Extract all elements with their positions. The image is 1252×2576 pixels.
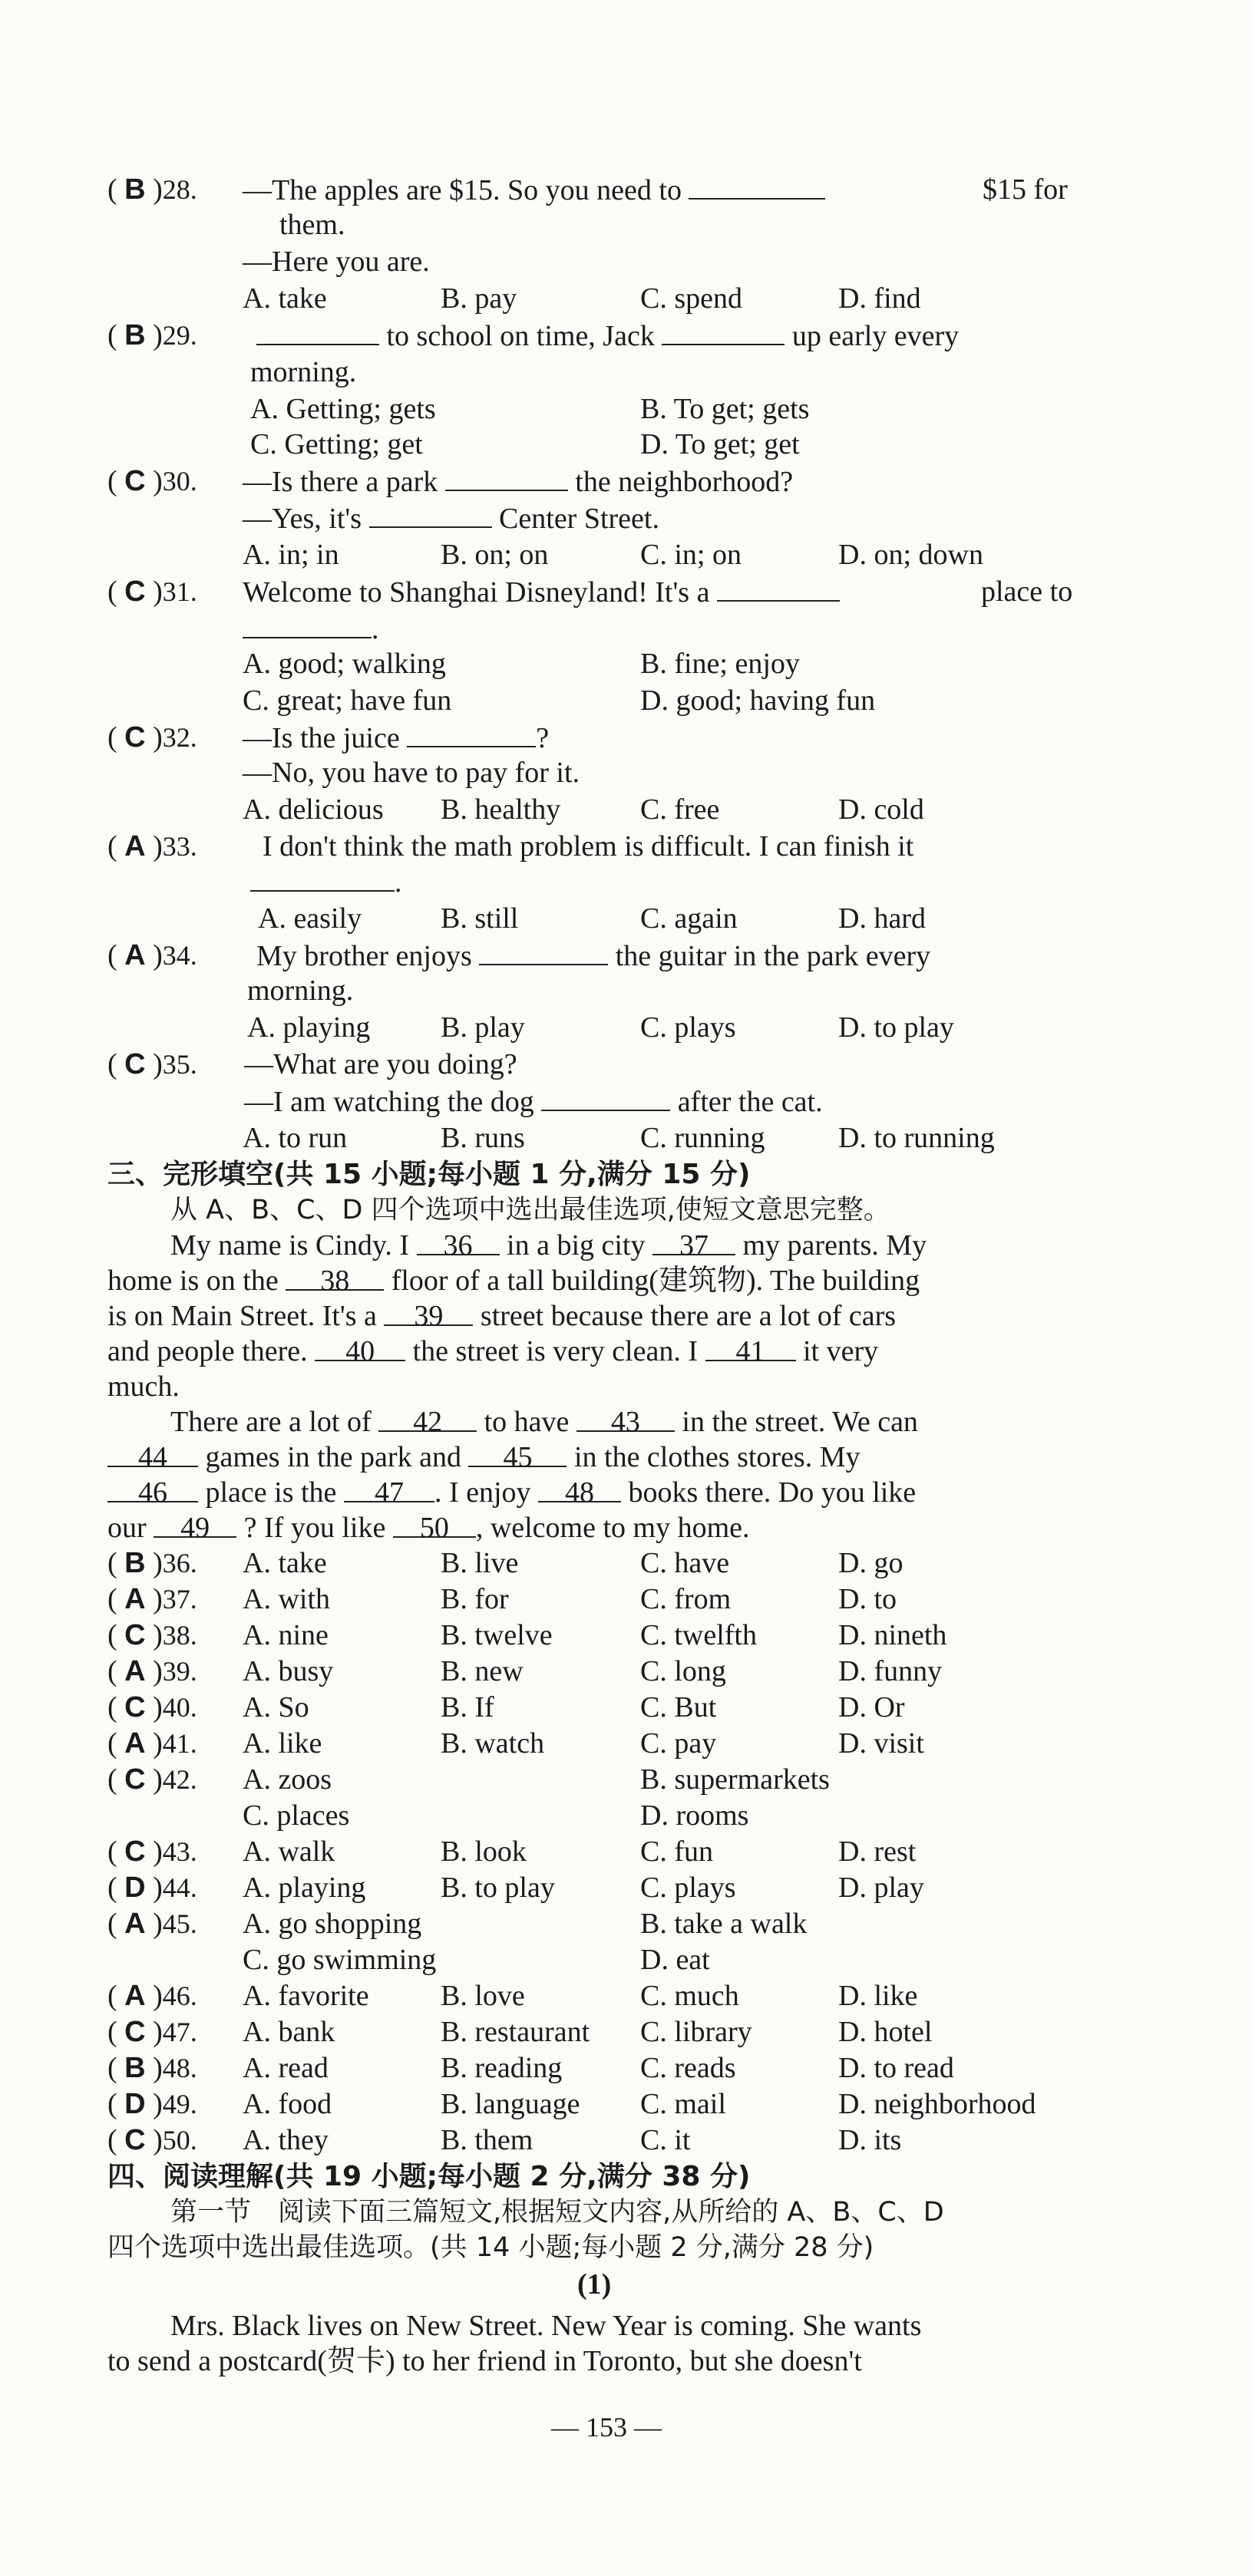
q29-line1 <box>256 318 959 354</box>
page-number: — 153 — <box>551 2412 662 2442</box>
option-d: D. to play <box>838 1011 954 1044</box>
blank-number: 45 <box>468 1440 567 1467</box>
text: it very <box>803 1335 879 1367</box>
option-d: D. hard <box>838 902 926 935</box>
question-number: 40. <box>162 1692 197 1723</box>
question-32: ( C )32. <box>107 721 197 754</box>
answer-blank <box>541 1084 670 1111</box>
option-a: A. easily <box>258 902 362 935</box>
text: There are a lot of <box>170 1406 372 1438</box>
answer-blank <box>250 864 395 892</box>
question-number: 30. <box>162 466 197 496</box>
question-number: 33. <box>162 831 197 862</box>
text: My name is Cindy. I <box>170 1229 410 1262</box>
option-c: C. twelfth <box>640 1619 757 1651</box>
answer-mark: B <box>124 173 146 206</box>
cloze-question-42: ( C )42. <box>107 1763 197 1796</box>
question-number: 38. <box>162 1620 197 1651</box>
cloze-p2-line3 <box>107 1475 916 1510</box>
section-instruction: 从 A、B、C、D 四个选项中选出最佳选项,使短文意思完整。 <box>170 1195 890 1225</box>
option-b: B. them <box>441 2124 534 2156</box>
question-number: 36. <box>162 1548 197 1578</box>
text: . <box>395 866 402 899</box>
answer-mark: A <box>124 939 146 971</box>
q28-line1 <box>243 172 825 208</box>
passage-text: Mrs. Black lives on New Street. New Year is coming. She wants <box>170 2310 922 2342</box>
q30-line1 <box>243 463 793 500</box>
answer-blank <box>479 938 608 965</box>
text: the neighborhood? <box>575 466 794 498</box>
text: in the clothes stores. My <box>573 1441 861 1473</box>
option-b: B. play <box>441 1011 525 1044</box>
section-instruction: 四个选项中选出最佳选项。(共 14 小题;每小题 2 分,满分 28 分) <box>107 2232 874 2263</box>
blank-number: 46 <box>107 1475 198 1502</box>
blank-number: 49 <box>154 1510 236 1538</box>
blank-number: 40 <box>315 1334 405 1361</box>
option-c: C. fun <box>640 1836 713 1868</box>
option-a: A. they <box>243 2124 329 2156</box>
answer-mark: C <box>124 1691 146 1723</box>
answer-mark: D <box>124 1872 146 1904</box>
question-number: 28. <box>162 174 197 205</box>
option-a: A. nine <box>243 1619 329 1651</box>
cloze-question-36: ( B )36. <box>107 1547 197 1579</box>
text: to have <box>484 1406 570 1438</box>
answer-blank <box>662 318 785 345</box>
option-b: B. love <box>441 1980 525 2012</box>
option-c: C. go swimming <box>243 1944 437 1976</box>
q31-line2 <box>243 611 379 647</box>
option-c: C. spend <box>640 282 742 315</box>
answer-mark: A <box>124 1727 146 1760</box>
option-d: D. neighborhood <box>838 2088 1036 2120</box>
text: up early every <box>791 320 960 352</box>
answer-blank <box>445 463 568 491</box>
section-instruction: 第一节 阅读下面三篇短文,根据短文内容,从所给的 A、B、C、D <box>170 2197 944 2228</box>
option-b: B. If <box>441 1691 494 1723</box>
option-d: D. like <box>838 1980 918 2012</box>
cloze-question-40: ( C )40. <box>107 1691 197 1723</box>
text: I don't think the math problem is difficult. I can finish it <box>263 830 914 863</box>
option-a: A. walk <box>243 1836 335 1868</box>
option-d: D. to running <box>838 1122 995 1154</box>
question-31: ( C )31. <box>107 576 197 608</box>
option-c: C. library <box>640 2016 752 2048</box>
question-number: 29. <box>162 320 197 351</box>
answer-mark: D <box>124 2088 146 2120</box>
question-number: 39. <box>162 1656 197 1687</box>
cloze-question-47: ( C )47. <box>107 2016 197 2048</box>
text: —Yes, it's <box>243 503 362 535</box>
option-b: B. restaurant <box>441 2016 590 2048</box>
text: $15 for <box>983 173 1068 206</box>
text: . I enjoy <box>434 1476 531 1509</box>
cloze-question-48: ( B )48. <box>107 2052 197 2084</box>
option-d: D. find <box>838 282 921 315</box>
blank-number: 48 <box>538 1475 621 1502</box>
option-d: D. rest <box>838 1836 917 1868</box>
answer-mark: B <box>124 2052 146 2084</box>
option-a: A. playing <box>243 1872 366 1904</box>
option-a: A. to run <box>243 1122 348 1154</box>
text: books there. Do you like <box>628 1476 917 1509</box>
option-d: D. hotel <box>838 2016 933 2048</box>
text: my parents. My <box>742 1229 927 1262</box>
answer-mark: B <box>124 1547 146 1579</box>
text: —The apples are $15. So you need to <box>243 174 682 206</box>
option-b: B. runs <box>441 1122 525 1154</box>
text: , welcome to my home. <box>475 1512 750 1544</box>
option-c: C. plays <box>640 1872 736 1904</box>
section-heading: 三、完形填空(共 15 小题;每小题 1 分,满分 15 分) <box>107 1159 751 1190</box>
text: the guitar in the park every <box>615 940 931 972</box>
answer-mark: C <box>124 1048 146 1080</box>
cloze-question-50: ( C )50. <box>107 2124 197 2156</box>
option-c: C. places <box>243 1799 350 1832</box>
option-b: B. still <box>441 902 519 935</box>
question-34: ( A )34. <box>107 939 197 971</box>
answer-mark: C <box>124 465 146 497</box>
option-c: C. pay <box>640 1727 717 1760</box>
option-b: B. on; on <box>441 539 549 571</box>
text: place to <box>981 576 1073 608</box>
text: and people there. <box>107 1335 308 1367</box>
q30-line2 <box>243 500 659 536</box>
option-b: B. look <box>441 1836 527 1868</box>
question-29: ( B )29. <box>107 319 197 351</box>
answer-blank <box>689 172 825 200</box>
answer-mark: A <box>124 830 146 863</box>
option-a: A. bank <box>243 2016 335 2048</box>
cloze-p1-line1 <box>170 1228 927 1263</box>
option-b: B. healthy <box>441 793 561 826</box>
answer-mark: C <box>124 2016 146 2048</box>
cloze-p1-line4 <box>107 1334 878 1369</box>
option-c: C. it <box>640 2124 691 2156</box>
option-a: A. read <box>243 2052 329 2084</box>
passage-text: to send a postcard(贺卡) to her friend in Toronto, but she doesn't <box>107 2345 862 2377</box>
answer-blank <box>369 500 492 528</box>
question-number: 48. <box>162 2053 197 2083</box>
question-number: 46. <box>162 1981 197 2011</box>
option-d: D. on; down <box>838 539 983 571</box>
option-c: C. running <box>640 1122 765 1154</box>
option-c: C. But <box>640 1691 717 1723</box>
answer-mark: C <box>124 1836 146 1868</box>
option-b: B. To get; gets <box>640 393 810 425</box>
question-33: ( A )33. <box>107 830 197 863</box>
text: in the street. We can <box>682 1406 918 1438</box>
answer-mark: C <box>124 721 146 754</box>
question-number: 32. <box>162 722 197 753</box>
cloze-question-38: ( C )38. <box>107 1619 197 1651</box>
option-c: C. reads <box>640 2052 736 2084</box>
text: Welcome to Shanghai Disneyland! It's a <box>243 576 710 609</box>
option-a: A. go shopping <box>243 1908 422 1940</box>
question-number: 31. <box>162 576 197 607</box>
question-number: 35. <box>162 1049 197 1080</box>
option-a: A. playing <box>247 1011 371 1044</box>
answer-blank <box>243 611 372 638</box>
text: morning. <box>247 975 354 1007</box>
question-35: ( C )35. <box>107 1048 197 1080</box>
text: . <box>372 613 379 645</box>
text: ? If you like <box>243 1512 386 1544</box>
cloze-question-45: ( A )45. <box>107 1908 197 1940</box>
question-number: 50. <box>162 2125 197 2155</box>
blank-number: 44 <box>107 1440 198 1467</box>
text: morning. <box>250 356 357 388</box>
answer-mark: A <box>124 1980 146 2012</box>
option-c: C. again <box>640 902 738 935</box>
option-d: D. funny <box>838 1655 943 1687</box>
q35-line2 <box>244 1084 823 1120</box>
cloze-question-41: ( A )41. <box>107 1727 197 1760</box>
option-a: A. busy <box>243 1655 334 1687</box>
option-a: A. good; walking <box>243 648 446 680</box>
option-a: A. take <box>243 1547 327 1579</box>
option-c: C. long <box>640 1655 726 1687</box>
cloze-question-39: ( A )39. <box>107 1655 197 1687</box>
text: —I am watching the dog <box>244 1086 534 1118</box>
option-a: A. favorite <box>243 1980 369 2012</box>
question-30: ( C )30. <box>107 465 197 497</box>
option-b: B. pay <box>441 282 517 315</box>
question-number: 34. <box>162 940 197 971</box>
answer-mark: C <box>124 2124 146 2156</box>
text: home is on the <box>107 1265 279 1297</box>
option-b: B. live <box>441 1547 519 1579</box>
text: our <box>107 1512 147 1544</box>
answer-blank <box>717 574 840 602</box>
option-b: B. for <box>441 1583 509 1615</box>
option-d: D. eat <box>640 1944 710 1976</box>
blank-number: 38 <box>286 1263 384 1291</box>
text: —Here you are. <box>243 246 430 278</box>
option-a: A. like <box>243 1727 322 1760</box>
option-a: A. take <box>243 282 327 315</box>
question-number: 41. <box>162 1728 197 1759</box>
option-a: A. delicious <box>243 793 384 826</box>
option-c: C. much <box>640 1980 739 2012</box>
text: is on Main Street. It's a <box>107 1300 377 1332</box>
option-b: B. take a walk <box>640 1908 808 1940</box>
option-a: A. with <box>243 1583 330 1615</box>
blank-number: 39 <box>384 1298 473 1326</box>
option-c: C. from <box>640 1583 732 1615</box>
cloze-question-44: ( D )44. <box>107 1872 197 1904</box>
text: after the cat. <box>677 1086 823 1118</box>
text: in a big city <box>507 1229 646 1262</box>
option-c: C. have <box>640 1547 730 1579</box>
cloze-p1-line2 <box>107 1263 920 1298</box>
question-number: 37. <box>162 1584 197 1615</box>
option-b: B. supermarkets <box>640 1763 830 1796</box>
text: to school on time, Jack <box>386 320 655 352</box>
option-d: D. to <box>838 1583 897 1615</box>
text: much. <box>107 1370 180 1403</box>
answer-mark: C <box>124 576 146 608</box>
answer-mark: B <box>124 319 146 351</box>
option-a: A. Getting; gets <box>250 393 436 425</box>
option-d: D. visit <box>838 1727 924 1760</box>
cloze-p2-line1 <box>170 1404 918 1440</box>
section-heading: 四、阅读理解(共 19 小题;每小题 2 分,满分 38 分) <box>107 2161 751 2192</box>
question-number: 43. <box>162 1836 197 1867</box>
text: —Is there a park <box>243 466 438 498</box>
blank-number: 47 <box>344 1475 434 1502</box>
answer-mark: A <box>124 1655 146 1687</box>
question-number: 45. <box>162 1908 197 1939</box>
cloze-p1-line3 <box>107 1298 896 1334</box>
cloze-question-46: ( A )46. <box>107 1980 197 2012</box>
q32-line1 <box>243 720 549 756</box>
option-c: C. Getting; get <box>250 428 423 460</box>
option-d: D. cold <box>838 793 924 826</box>
text: floor of a tall building(建筑物). The building <box>391 1265 920 1297</box>
option-a: A. zoos <box>243 1763 332 1796</box>
cloze-question-43: ( C )43. <box>107 1836 197 1868</box>
option-b: B. fine; enjoy <box>640 648 800 680</box>
question-number: 47. <box>162 2017 197 2047</box>
option-a: A. in; in <box>243 539 339 571</box>
question-28 <box>107 172 197 207</box>
cloze-question-49: ( D )49. <box>107 2088 197 2120</box>
option-d: D. good; having fun <box>640 684 876 717</box>
answer-mark: A <box>124 1908 146 1940</box>
question-number: 42. <box>162 1764 197 1795</box>
option-c: C. in; on <box>640 539 742 571</box>
option-a: A. So <box>243 1691 309 1723</box>
option-d: D. Or <box>838 1691 905 1723</box>
answer-bracket: ( B ) <box>107 173 163 206</box>
blank-number: 50 <box>393 1510 476 1538</box>
text: ? <box>536 722 550 754</box>
text: them. <box>279 209 345 241</box>
option-a: A. food <box>243 2088 332 2120</box>
answer-blank <box>407 720 536 747</box>
text: —Is the juice <box>243 722 400 754</box>
passage-number: (1) <box>577 2268 612 2301</box>
answer-mark: A <box>124 1583 146 1615</box>
question-number: 44. <box>162 1872 197 1903</box>
option-d: D. To get; get <box>640 428 800 460</box>
blank-number: 42 <box>378 1404 477 1432</box>
text: —What are you doing? <box>244 1048 517 1080</box>
option-c: C. great; have fun <box>243 684 452 717</box>
text: games in the park and <box>205 1441 461 1473</box>
text: the street is very clean. I <box>412 1335 698 1367</box>
q34-line1 <box>256 938 930 974</box>
option-b: B. watch <box>441 1727 545 1760</box>
option-c: C. plays <box>640 1011 736 1044</box>
option-d: D. rooms <box>640 1799 749 1832</box>
text: Center Street. <box>499 503 659 535</box>
blank-number: 36 <box>417 1228 500 1255</box>
blank-number: 41 <box>705 1334 796 1361</box>
answer-blank <box>256 318 379 345</box>
cloze-p2-line2 <box>107 1440 861 1475</box>
option-d: D. play <box>838 1872 924 1904</box>
option-b: B. twelve <box>441 1619 553 1651</box>
option-c: C. mail <box>640 2088 726 2120</box>
option-d: D. go <box>838 1547 903 1579</box>
option-d: D. its <box>838 2124 902 2156</box>
q31-line1 <box>243 574 840 610</box>
blank-number: 37 <box>652 1228 735 1255</box>
option-b: B. to play <box>441 1872 555 1904</box>
q33-line2 <box>250 864 402 900</box>
cloze-p2-line4 <box>107 1510 750 1545</box>
answer-mark: C <box>124 1763 146 1796</box>
option-b: B. reading <box>441 2052 563 2084</box>
text: —No, you have to pay for it. <box>243 757 580 789</box>
text: place is the <box>205 1476 337 1509</box>
text: street because there are a lot of cars <box>480 1300 897 1332</box>
option-b: B. language <box>441 2088 580 2120</box>
option-d: D. nineth <box>838 1619 947 1651</box>
option-d: D. to read <box>838 2052 954 2084</box>
option-c: C. free <box>640 793 720 826</box>
question-number: 49. <box>162 2089 197 2119</box>
cloze-question-37: ( A )37. <box>107 1583 197 1615</box>
answer-mark: C <box>124 1619 146 1651</box>
blank-number: 43 <box>576 1404 675 1432</box>
option-b: B. new <box>441 1655 524 1687</box>
text: My brother enjoys <box>256 940 472 972</box>
